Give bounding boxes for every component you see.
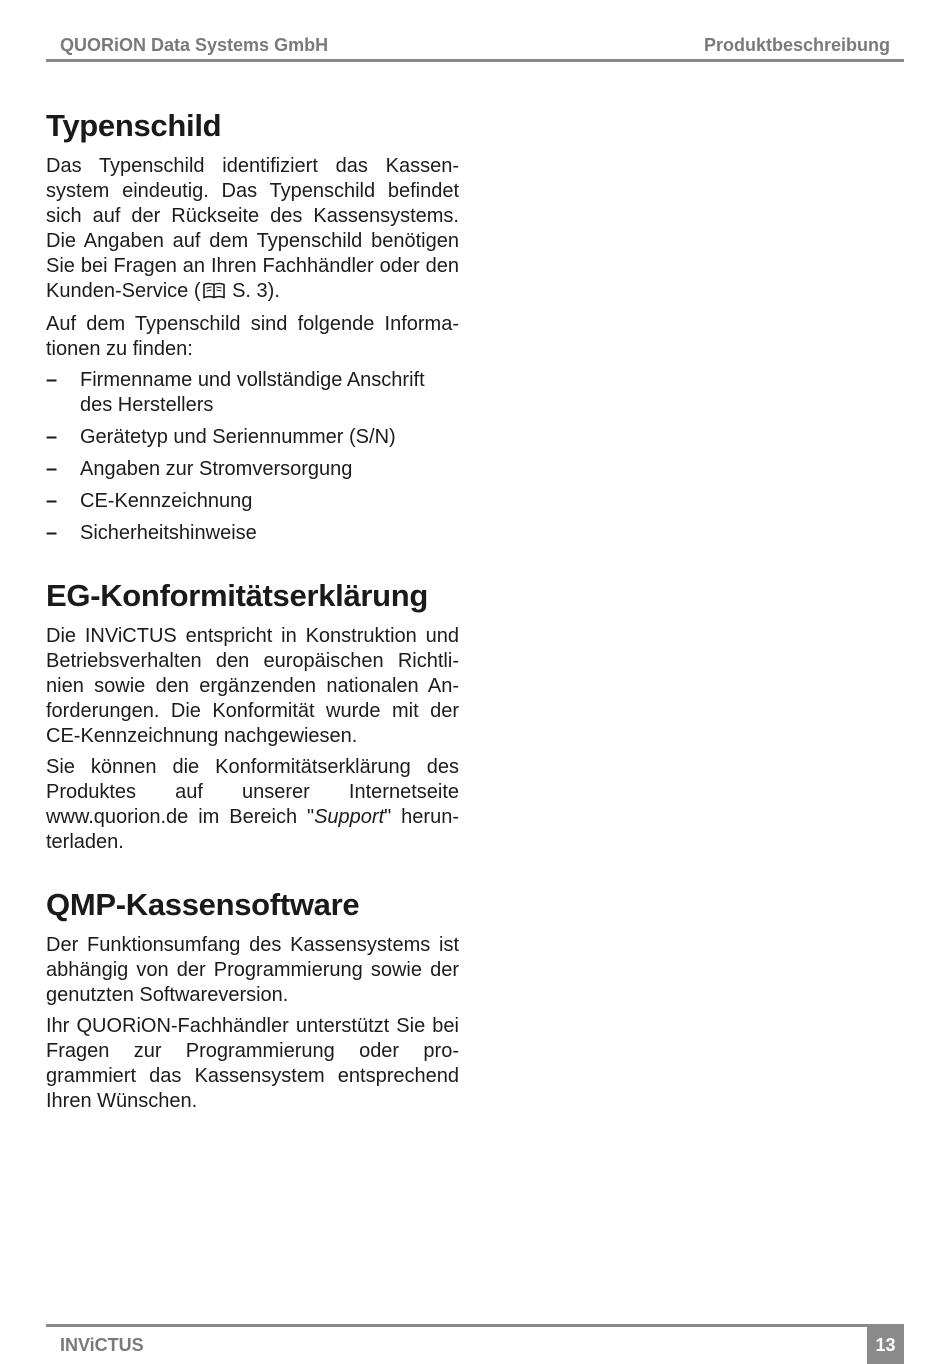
- typenschild-paragraph-1-text: Das Typenschild identifiziert das Kassensystem eindeutig. Das Typenschild befindet sich auf der Rückseite des Kassensystems. Die Angaben auf dem Typenschild benötigen Sie bei Fragen an Ihren Fachhändler oder den Kunden-Service (: [46, 155, 459, 302]
- product-name: INViCTUS: [60, 1335, 144, 1355]
- company-name: QUORiON Data Systems GmbH: [60, 35, 329, 55]
- konformitaet-paragraph-2-text: Sie können die Konformitätserklärung des Produktes auf unserer Internetseite www.quorion.de im Bereich ": [46, 756, 459, 828]
- konformitaet-paragraph-2: [46, 755, 459, 855]
- konformitaet-paragraph-2-end: " herunterladen.: [46, 806, 459, 853]
- list-item: [46, 368, 459, 418]
- page-number-badge: 13: [867, 1327, 904, 1364]
- list-item: [46, 457, 459, 482]
- list-item-text: CE-Kennzeichnung: [80, 490, 253, 512]
- page-footer: [46, 1324, 904, 1364]
- main-content: [46, 106, 459, 1120]
- dash-marker: –: [46, 426, 58, 448]
- section-heading-software: QMP-Kassensoftware: [46, 887, 360, 922]
- typenschild-info-list: [46, 368, 459, 546]
- list-item-text: Firmenname und vollständige Anschrift des Herstellers: [80, 369, 425, 416]
- list-item-text: Gerätetyp und Seriennummer (S/N): [80, 426, 396, 448]
- section-heading-konformitaet: EG-Konformitätserklärung: [46, 578, 429, 613]
- software-paragraph-1: Der Funktionsumfang des Kassensystems ist abhängig von der Programmierung sowie der genutzten Softwareversion.: [46, 934, 459, 1006]
- dash-marker: –: [46, 522, 58, 544]
- dash-marker: –: [46, 490, 58, 512]
- typenschild-paragraph-1: [46, 154, 459, 306]
- chapter-title: Produktbeschreibung: [703, 35, 890, 55]
- page-header: [46, 0, 904, 62]
- section-heading-typenschild: Typenschild: [46, 108, 222, 143]
- list-item: [46, 489, 459, 514]
- typenschild-paragraph-1-ref: S. 3).: [226, 280, 280, 302]
- list-item-text: Sicherheitshinweise: [80, 522, 257, 544]
- book-icon: [203, 281, 225, 306]
- konformitaet-paragraph-1: Die INViCTUS entspricht in Konstruktion und Betriebsverhalten den europäischen Richtlinien sowie den ergänzenden nationalen Anforderungen. Die Konformität wurde mit der CE-Kennzeichnung nachgewiesen.: [46, 625, 459, 747]
- dash-marker: –: [46, 458, 58, 480]
- software-paragraph-2: Ihr QUORiON-Fachhändler unterstützt Sie bei Fragen zur Programmierung oder programmiert das Kassensystem entsprechend Ihren Wünschen.: [46, 1015, 459, 1112]
- typenschild-paragraph-2: Auf dem Typenschild sind folgende Informationen zu finden:: [46, 313, 459, 360]
- list-item: [46, 425, 459, 450]
- list-item: [46, 521, 459, 546]
- dash-marker: –: [46, 369, 58, 391]
- list-item-text: Angaben zur Stromversorgung: [80, 458, 353, 480]
- support-emphasis: Support: [314, 806, 385, 828]
